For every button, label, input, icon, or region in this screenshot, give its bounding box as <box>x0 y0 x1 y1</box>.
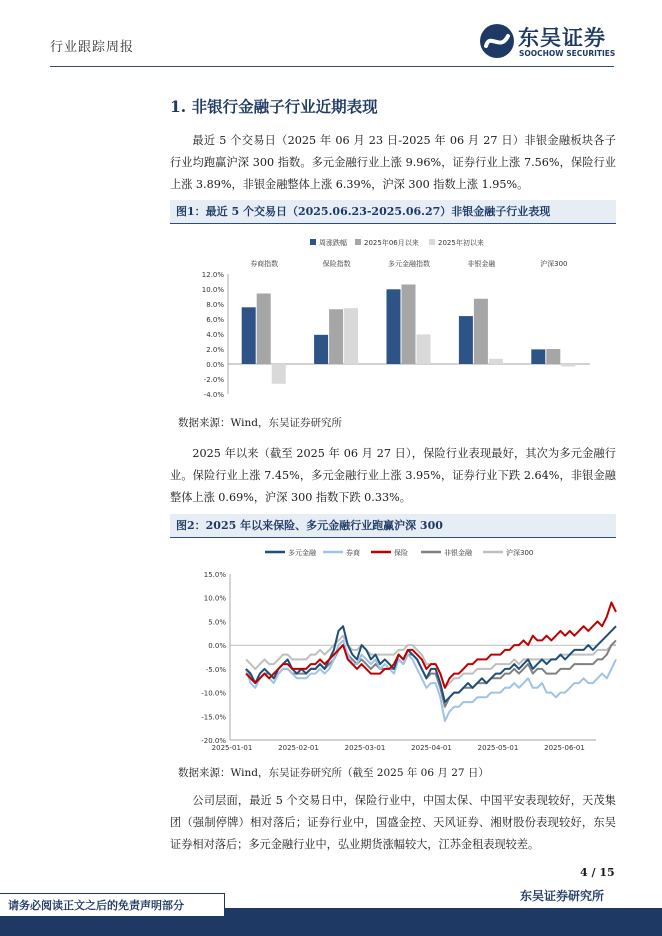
logo-mark-icon <box>478 22 516 60</box>
y-tick-label: 10.0% <box>201 286 224 294</box>
bar <box>546 349 560 364</box>
x-tick-label: 2025-04-01 <box>411 744 452 752</box>
legend-label: 保险 <box>394 549 408 557</box>
y-tick-label: 0.0% <box>206 361 224 369</box>
y-tick-label: 5.0% <box>208 618 226 627</box>
legend-label: 2025年06月以来 <box>364 239 419 247</box>
bar <box>561 364 575 366</box>
legend-swatch <box>310 239 316 245</box>
legend-label: 沪深300 <box>506 549 534 557</box>
y-tick-label: -4.0% <box>203 391 224 399</box>
figure1-source: 数据来源：Wind，东吴证券研究所 <box>178 417 342 429</box>
legend-label: 2025年初以来 <box>438 239 484 247</box>
x-tick-label: 2025-02-01 <box>278 744 319 752</box>
y-tick-label: 6.0% <box>206 316 224 324</box>
paragraph-text: 最近 5 个交易日（2025 年 06 月 23 日-2025 年 06 月 27 日）非银金融板块各子行业均跑赢沪深 300 指数。多元金融行业上涨 9.96%，证券行业上涨 7.56%，保险行业上涨 3.89%，非银金融整体上涨 6.39%，沪深 300 指数上涨 1.95%。 <box>170 134 616 191</box>
figure2-line-chart <box>170 540 616 760</box>
y-tick-label: 0.0% <box>208 642 226 651</box>
bar <box>242 307 256 364</box>
paragraph-weekly <box>170 130 616 196</box>
legend-label: 多元金融 <box>288 549 316 557</box>
series-line <box>246 640 616 706</box>
y-tick-label: 2.0% <box>206 346 224 354</box>
bar <box>531 349 545 364</box>
y-tick-label: -2.0% <box>203 376 224 384</box>
bar <box>474 299 488 364</box>
bar <box>402 285 416 365</box>
bar <box>489 359 503 364</box>
x-tick-label: 2025-03-01 <box>344 744 386 752</box>
y-tick-label: -5.0% <box>205 665 226 674</box>
legend-swatch <box>429 239 435 245</box>
logo-subtitle: SOOCHOW SECURITIES <box>519 49 616 58</box>
bar <box>417 334 431 364</box>
x-tick-label: 2025-05-01 <box>477 744 519 752</box>
y-tick-label: 8.0% <box>206 301 224 309</box>
x-tick-label: 2025-01-01 <box>211 744 253 752</box>
page-number: 4 / 15 <box>580 866 615 879</box>
series-line <box>246 636 616 688</box>
category-label: 非银金融 <box>467 260 496 268</box>
paragraph-ytd <box>170 443 616 509</box>
y-tick-label: 12.0% <box>201 271 224 279</box>
y-tick-label: 15.0% <box>203 571 226 579</box>
category-label: 沪深300 <box>540 260 568 268</box>
y-tick-label: 10.0% <box>203 594 226 603</box>
figure1-title: 图1：最近 5 个交易日（2025.06.23-2025.06.27）非银金融子行业表现 <box>170 200 616 224</box>
bar <box>272 364 286 384</box>
disclaimer-link[interactable]: 请务必阅读正文之后的免责声明部分 <box>0 893 225 917</box>
y-tick-label: -15.0% <box>201 713 226 722</box>
paragraph-text: 公司层面，最近 5 个交易日中，保险行业中，中国太保、中国平安表现较好，天茂集团（强制停牌）相对落后；证券行业中，国盛金控、天风证券、湘财股份表现较好，东吴证券相对落后；多元金融行业中，弘业期货涨幅较大，江苏金租表现较差。 <box>170 794 616 851</box>
category-label: 多元金融指数 <box>388 260 430 268</box>
category-label: 券商指数 <box>250 260 279 268</box>
bar <box>387 289 401 364</box>
header-divider <box>50 66 614 67</box>
section-title: 1. 非银行金融子行业近期表现 <box>170 97 378 116</box>
bar <box>344 308 358 364</box>
logo-name: 东吴证券 <box>518 26 606 50</box>
bar <box>329 309 343 364</box>
series-line <box>246 640 616 721</box>
bar <box>314 335 328 364</box>
bar <box>459 316 473 364</box>
footer-organization: 东吴证券研究所 <box>520 889 605 903</box>
paragraph-companies <box>170 790 616 856</box>
figure2-title: 图2：2025 年以来保险、多元金融行业跑赢沪深 300 <box>170 514 616 538</box>
figure2-source: 数据来源：Wind，东吴证券研究所（截至 2025 年 06 月 27 日） <box>178 767 489 779</box>
company-logo <box>478 22 618 62</box>
category-label: 保险指数 <box>322 260 351 268</box>
legend-label: 非银金融 <box>444 549 472 557</box>
legend-swatch <box>355 239 361 245</box>
y-tick-label: -10.0% <box>201 689 226 698</box>
y-tick-label: 4.0% <box>206 331 224 339</box>
paragraph-text: 2025 年以来（截至 2025 年 06 月 27 日），保险行业表现最好，其次为多元金融行业。保险行业上涨 7.45%，多元金融行业上涨 3.95%，证券行业下跌 2.64%，非银金融整体上涨 0.69%，沪深 300 指数下跌 0.33%。 <box>170 447 616 504</box>
figure1-bar-chart <box>170 230 616 410</box>
y-tick-label: -20.0% <box>201 737 226 745</box>
bar <box>257 294 271 365</box>
x-tick-label: 2025-06-01 <box>544 744 585 752</box>
legend-label: 周涨跌幅 <box>319 239 347 247</box>
legend-label: 券商 <box>346 549 360 557</box>
header-report-type: 行业跟踪周报 <box>50 40 135 55</box>
